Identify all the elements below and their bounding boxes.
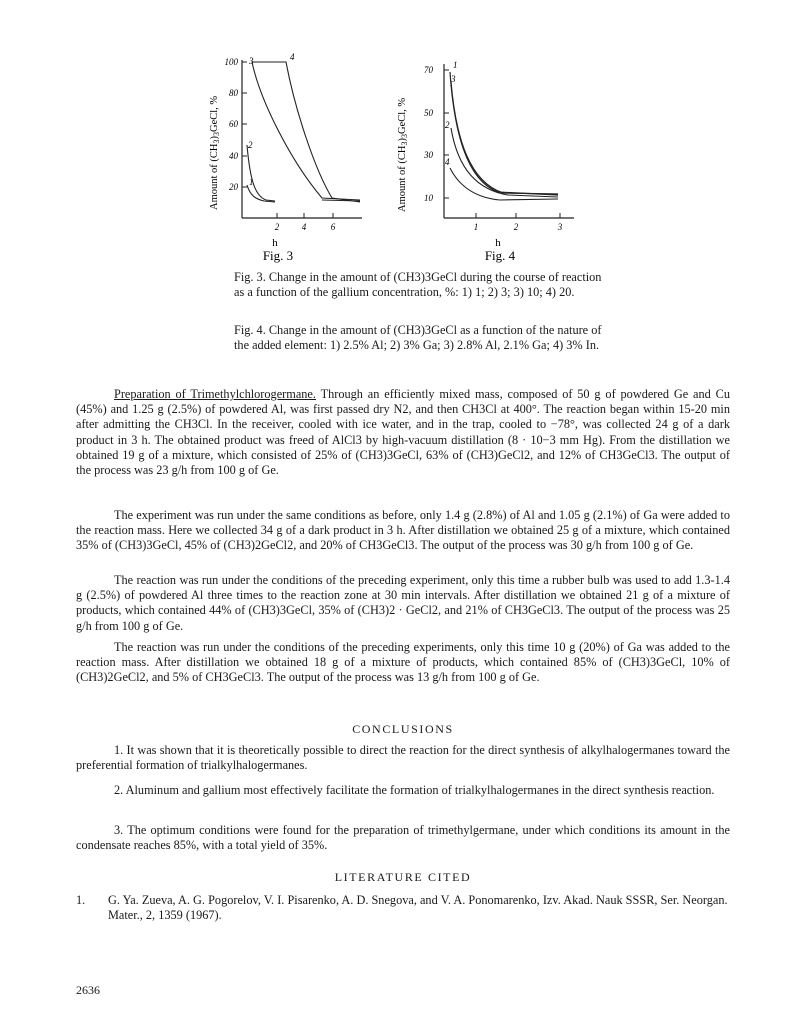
fig3-ytick-80: 80 [229,88,238,98]
conclusion-1 [76,743,730,773]
paragraph-2 [76,508,730,554]
fig3-curve-2 [247,145,275,201]
fig3-xtick-4: 4 [301,222,307,232]
fig4-xlabel: h [495,237,501,249]
fig4-curve-label-2: 2 [445,120,450,130]
fig3-ytick-100: 100 [224,57,238,67]
fig3-curve-3 [252,62,360,200]
paragraph-4 [76,640,730,686]
fig3-curve-label-1: 1 [249,177,254,187]
fig3-ytick-40: 40 [229,151,238,161]
fig4-curve-4 [450,168,558,200]
fig3-xtick-2: 2 [274,222,280,232]
fig4-xtick-1: 1 [473,222,479,232]
fig4-curve-3 [451,82,558,194]
conclusion-1-text: 1. It was shown that it is theoretically possible to direct the reaction for the direct synthesis of alkylhalogermanes toward the preferential formation of trialkylhalogermanes. [76,743,730,773]
fig4-curve-1 [450,72,558,195]
conclusion-2-text: 2. Aluminum and gallium most effectively facilitate the formation of trialkylhalogermanes in the direct synthesis reaction. [114,783,715,797]
fig4-caption: Fig. 4. Change in the amount of (CH3)3GeCl as a function of the nature of the added element: 1) 2.5% Al; 2) 3% Ga; 3) 2.8% Al, 2.1% Ga; 4) 3% In. [234,323,602,352]
fig4-curve-label-4: 4 [445,157,450,167]
paragraph-1-title: Preparation of Trimethylchlorogermane. [114,387,316,401]
fig4-ytick-10: 10 [424,193,433,203]
fig4-curve-label-1: 1 [453,60,458,70]
paragraph-1-text: Through an efficiently mixed mass, composed of 50 g of powdered Ge and Cu (45%) and 1.25 g (2.5%) of powdered Al, was first passed dry N2, and then CH3Cl at 400°. The reaction began within 15-20 min after admitting the CH3Cl. In the receiver, cooled with ice water, and in the trap, cooled to −78°, was collected 24 g of a dark product in 3 h. The obtained product was freed of AlCl3 by high-vacuum distillation (8 · 10−3 mm Hg). From the distillation we obtained 19 g of a mixture, which consisted of 25% of (CH3)3GeCl, 63% of (CH3)GeCl2, and 12% of CH3GeCl3. The output of the process was 23 g/h from 100 g of Ge. [76,387,730,478]
fig3-ylabel: Amount of (CH3)3GeCl, % [209,95,221,210]
conclusion-3-text: 3. The optimum conditions were found for the preparation of trimethylgermane, under which conditions its amount in the condensate reaches 85%, with a total yield of 35%. [76,823,730,853]
conclusions-heading: CONCLUSIONS [352,722,454,736]
reference-1 [76,893,730,923]
fig3-curve-4 [252,62,360,202]
fig4-xtick-3: 3 [557,222,563,232]
paragraph-3 [76,573,730,634]
fig3-curve-label-2: 2 [248,140,253,150]
fig3-xlabel: h [272,237,278,249]
fig4-ylabel: Amount of (CH3)3GeCl, % [397,97,409,212]
paragraph-2-text: The experiment was run under the same conditions as before, only 1.4 g (2.8%) of Al and 1.05 g (2.1%) of Ga were added to the reaction mass. Here we collected 34 g of a dark product in 3 h. After distillation we obtained 25 g of a mixture, which contained 35% of (CH3)3GeCl, 45% of (CH3)2GeCl2, and 20% of CH3GeCl3. The output of the process was 30 g/h from 100 g of Ge. [76,508,730,553]
fig4-curve-2 [451,128,558,197]
reference-1-text: G. Ya. Zueva, A. G. Pogorelov, V. I. Pisarenko, A. D. Snegova, and V. A. Ponomarenko, Izv. Akad. Nauk SSSR, Ser. Neorgan. Mater., 2, 1359 (1967). [108,893,728,923]
literature-heading: LITERATURE CITED [334,870,472,884]
fig3-curve-label-4: 4 [290,52,295,62]
fig3-xtick-6: 6 [330,222,336,232]
paragraph-1 [76,387,730,478]
fig4-ytick-50: 50 [424,108,433,118]
fig4-ytick-70: 70 [424,65,433,75]
fig3-ytick-20: 20 [229,182,238,192]
page-number: 2636 [76,983,100,997]
paragraph-3-text: The reaction was run under the conditions of the preceding experiment, only this time a rubber bulb was used to add 1.3-1.4 g (2.5%) of powdered Al three times to the reaction zone at 30 min intervals. After distillation we obtained 21 g of a mixture of products, which contained 44% of (CH3)3GeCl, 35% of (CH3)2 · GeCl2, and 21% of CH3GeCl3. The output of the process was 25 g/h from 100 g of Ge. [76,573,730,633]
paragraph-4-text: The reaction was run under the conditions of the preceding experiments, only this time 10 g (20%) of Ga was added to the reaction mass. After distillation we obtained 18 g of a mixture of products, which contained 85% of (CH3)3GeCl, 10% of (CH3)2GeCl2, and 5% of CH3GeCl3. The output of the process was 13 g/h from 100 g of Ge. [76,640,730,685]
fig4-curve-label-3: 3 [451,74,456,84]
fig3-curve-1 [247,185,275,202]
fig3-ytick-60: 60 [229,119,238,129]
conclusion-3 [76,823,730,853]
fig3-caption: Fig. 3. Change in the amount of (CH3)3GeCl during the course of reaction as a function of the gallium concentration, %: 1) 1; 2) 3; 3) 10; 4) 20. [234,270,602,299]
fig3-label: Fig. 3 [262,248,294,263]
fig4-xtick-2: 2 [513,222,519,232]
conclusion-2 [76,783,730,798]
reference-1-number: 1. [76,893,86,907]
figure-4 [388,50,588,265]
fig4-ytick-30: 30 [424,150,433,160]
figure-3 [200,50,370,265]
fig3-curve-label-3: 3 [249,56,254,66]
fig4-label: Fig. 4 [484,248,516,263]
